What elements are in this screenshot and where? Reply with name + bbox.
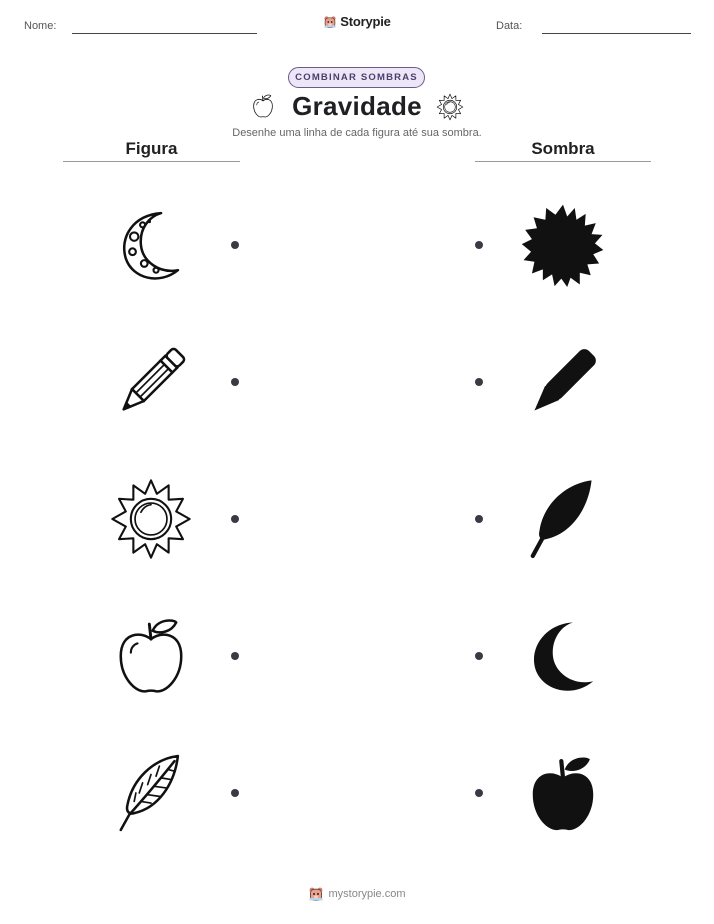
- activity-tag: COMBINAR SOMBRAS: [288, 67, 425, 88]
- shadows-heading: Sombra: [531, 139, 595, 158]
- figure-dot-4[interactable]: [231, 652, 239, 660]
- date-field-line[interactable]: [542, 33, 691, 34]
- name-field-line[interactable]: [72, 33, 257, 34]
- shadow-dot-2[interactable]: [475, 378, 483, 386]
- mascot-icon: [323, 15, 337, 29]
- crescent-moon-icon: [109, 203, 193, 287]
- shadow-dot-1[interactable]: [475, 241, 483, 249]
- pencil-icon: [109, 340, 193, 424]
- name-label: Nome:: [24, 20, 57, 32]
- footer-mascot-icon: [308, 886, 324, 902]
- brand-logo: [0, 14, 714, 29]
- figures-heading: Figura: [125, 139, 178, 158]
- figure-dot-1[interactable]: [231, 241, 239, 249]
- shadow-dot-3[interactable]: [475, 515, 483, 523]
- apple-shadow-icon: [521, 751, 605, 835]
- figures-heading-rule: [63, 161, 240, 162]
- pencil-shadow-icon: [521, 340, 605, 424]
- date-label: Data:: [496, 20, 523, 32]
- sun-shadow-icon: [521, 203, 605, 287]
- page-title: Gravidade: [292, 91, 422, 121]
- footer: [0, 886, 714, 902]
- figure-dot-3[interactable]: [231, 515, 239, 523]
- instructions: Desenhe uma linha de cada figura até sua sombra.: [232, 127, 482, 139]
- apple-icon: [109, 614, 193, 698]
- feather-icon: [109, 751, 193, 835]
- feather-shadow-icon: [521, 477, 605, 561]
- figure-dot-5[interactable]: [231, 789, 239, 797]
- shadows-heading-rule: [475, 161, 651, 162]
- shadow-dot-5[interactable]: [475, 789, 483, 797]
- brand-name: Storypie: [340, 14, 391, 29]
- crescent-moon-shadow-icon: [521, 614, 605, 698]
- footer-url[interactable]: mystorypie.com: [328, 888, 406, 900]
- title-sun-icon: [436, 93, 464, 121]
- sun-icon: [109, 477, 193, 561]
- figure-dot-2[interactable]: [231, 378, 239, 386]
- shadow-dot-4[interactable]: [475, 652, 483, 660]
